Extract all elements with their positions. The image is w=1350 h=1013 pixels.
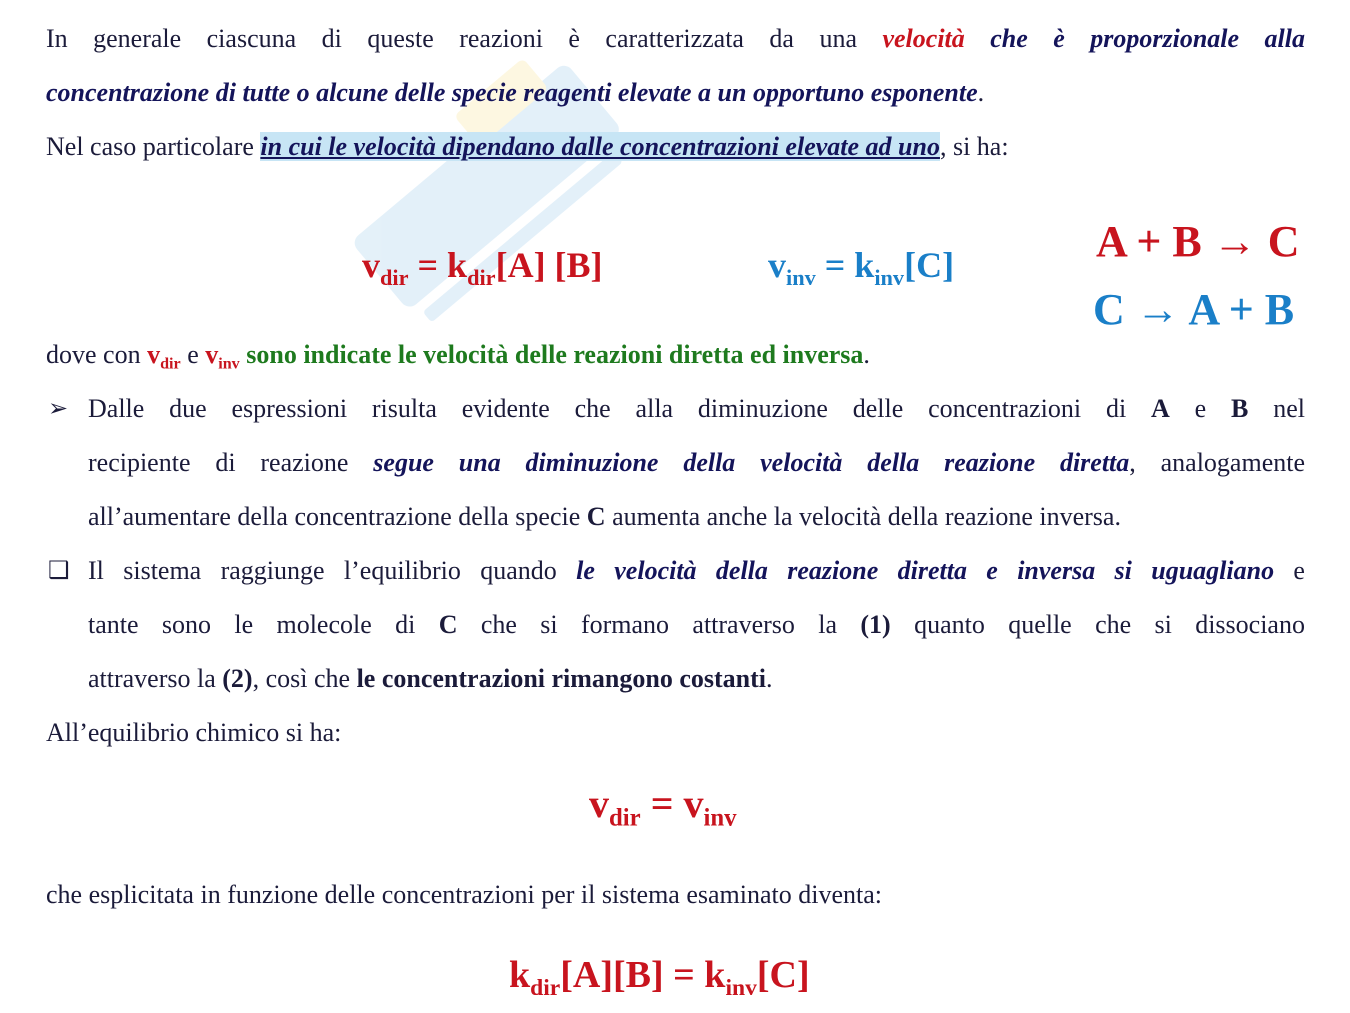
symbol-v: v <box>768 245 786 285</box>
text: , analogamente <box>1129 448 1305 477</box>
subscript-inv: inv <box>786 264 816 290</box>
text: Il sistema raggiunge l’equilibrio quando <box>88 556 577 585</box>
subscript-dir: dir <box>609 804 641 832</box>
symbol-k: k <box>509 954 531 996</box>
symbol-eq-k: = k <box>815 245 875 285</box>
subscript-inv: inv <box>874 264 905 290</box>
formula-final <box>509 953 810 1002</box>
text: . <box>977 78 985 107</box>
species-c: C <box>438 610 458 639</box>
bullet-1-line-1 <box>88 392 1305 426</box>
text: Dalle due espressioni risulta evidente che alla diminuzione delle concentrazioni di <box>88 394 1152 423</box>
reference-1: (1) <box>860 610 891 639</box>
text: tante sono le molecole di <box>88 610 439 639</box>
text: nel <box>1248 394 1305 423</box>
text-emphasis: concentrazione di tutte o alcune delle specie reagenti elevate a un opportuno esponente <box>46 78 978 107</box>
text: aumenta anche la velocità della reazione inversa. <box>605 502 1121 531</box>
concentrations: [C] <box>904 245 955 285</box>
subscript-inv: inv <box>218 355 240 373</box>
subscript-dir: dir <box>380 264 409 290</box>
symbol-v: v <box>205 340 219 369</box>
symbol-v: v <box>589 781 609 826</box>
reference-2: (2) <box>222 664 253 693</box>
text: In generale ciascuna di queste reazioni è caratterizzata da una <box>46 24 883 53</box>
symbol-eq-v: = v <box>640 781 704 826</box>
symbol-eq-k: = k <box>408 245 468 285</box>
text: e <box>1274 556 1305 585</box>
text: che si formano attraverso la <box>457 610 861 639</box>
bullet-2-line-3 <box>88 662 1305 696</box>
formula-v-dir <box>362 244 603 290</box>
species-b: B <box>1231 394 1249 423</box>
concentrations: [A] [B] <box>495 245 603 285</box>
subscript-dir: dir <box>530 975 561 1002</box>
text: attraverso la <box>88 664 223 693</box>
formula-equilibrium <box>589 780 737 832</box>
species-c: C <box>586 502 606 531</box>
text-emphasis: le velocità della reazione diretta e inversa si uguagliano <box>576 556 1275 585</box>
symbol-v-inv <box>205 340 240 373</box>
paragraph-4: All’equilibrio chimico si ha: <box>46 718 342 747</box>
bullet-2-line-1 <box>88 554 1305 588</box>
highlight-velocita: velocità <box>882 24 965 53</box>
formula-v-inv <box>768 244 955 290</box>
text-emphasis: segue una diminuzione della velocità della reazione diretta <box>373 448 1130 477</box>
text: all’aumentare della concentrazione della specie <box>88 502 587 531</box>
text: , così che <box>252 664 357 693</box>
text: . <box>863 340 870 369</box>
text: e <box>180 340 206 369</box>
species-a: A <box>1151 394 1170 423</box>
bold-text: le concentrazioni rimangono costanti <box>356 664 767 693</box>
symbol-v: v <box>147 340 161 369</box>
arrow-bullet-icon: ➢ <box>48 396 69 422</box>
square-bullet-icon: ❑ <box>48 558 70 584</box>
paragraph-3 <box>46 338 1305 372</box>
green-text: sono indicate le velocità delle reazioni diretta ed inversa <box>239 340 864 369</box>
text: , si ha: <box>939 132 1009 161</box>
text: recipiente di reazione <box>88 448 374 477</box>
subscript-inv: inv <box>725 975 757 1002</box>
text: e <box>1169 394 1232 423</box>
paragraph-1-line-1 <box>46 22 1305 56</box>
highlighted-phrase: in cui le velocità dipendano dalle concentrazioni elevate ad uno <box>260 132 940 161</box>
reaction-forward: A + B → C <box>1096 217 1300 266</box>
subscript-inv: inv <box>703 804 737 832</box>
paragraph-2 <box>46 130 1305 164</box>
symbol-v-dir <box>147 340 181 373</box>
text: quanto quelle che si dissociano <box>890 610 1305 639</box>
concentration-c: [C] <box>756 954 810 996</box>
text: dove con <box>46 340 148 369</box>
concentrations-eq-k: [A][B] = k <box>560 954 726 996</box>
text: Nel caso particolare <box>46 132 261 161</box>
bullet-2-line-2 <box>88 608 1305 642</box>
symbol-v: v <box>362 245 380 285</box>
reaction-reverse: C → A + B <box>1093 285 1295 334</box>
subscript-dir: dir <box>160 355 181 373</box>
text: . <box>766 664 773 693</box>
bullet-1-line-2 <box>88 446 1305 480</box>
bullet-1-line-3 <box>88 500 1305 534</box>
text-emphasis: che è proporzionale alla <box>964 24 1305 53</box>
subscript-dir: dir <box>467 264 496 290</box>
paragraph-5: che esplicitata in funzione delle concentrazioni per il sistema esaminato diventa: <box>46 880 883 909</box>
paragraph-1-line-2 <box>46 76 1305 110</box>
